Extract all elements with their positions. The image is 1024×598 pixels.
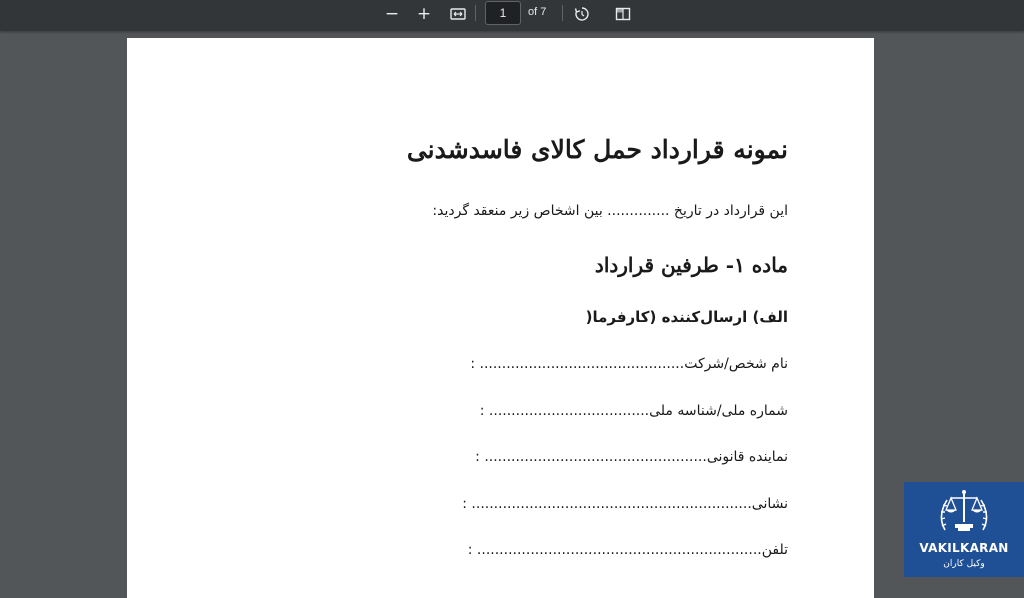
field-phone: تلفن................................................................ : [467,542,788,558]
field-national-id: شماره ملی/شناسه ملی.................................... : [479,403,788,419]
watermark-logo [904,482,1024,577]
watermark-name-en: VAKILKARAN [919,541,1009,555]
fit-to-page-icon [450,7,466,21]
field-name: نام شخص/شرکت.............................................. : [470,356,788,372]
two-page-view-button[interactable] [612,3,634,25]
zoom-out-icon: − [384,3,400,24]
fit-to-page-button[interactable] [447,3,469,25]
toolbar-separator [475,5,476,21]
document-intro: این قرارداد در تاریخ .............. بین اشخاص زیر منعقد گردید: [432,203,788,219]
two-page-view-icon [615,7,631,21]
field-address: نشانی............................................................... : [462,496,788,512]
zoom-in-button[interactable] [413,3,435,25]
subsection-heading: الف) ارسال‌کننده (کارفرما( [585,308,788,326]
field-legal-representative: نماینده قانونی.................................................. : [475,449,788,465]
pdf-toolbar [0,0,1024,31]
rotate-icon [574,6,590,22]
zoom-in-icon: + [416,3,432,24]
page-total-label: of 7 [528,6,547,18]
zoom-out-button[interactable] [381,3,403,25]
page-number-input[interactable] [485,1,521,25]
document-title: نمونه قرارداد حمل کالای فاسدشدنی [406,135,788,164]
section-heading: ماده ۱- طرفین قرارداد [594,253,788,277]
rotate-button[interactable] [571,3,593,25]
document-viewport[interactable] [0,31,1024,577]
watermark-name-fa: وکیل کاران [943,559,985,569]
toolbar-separator [562,5,563,21]
pdf-page [127,38,874,598]
